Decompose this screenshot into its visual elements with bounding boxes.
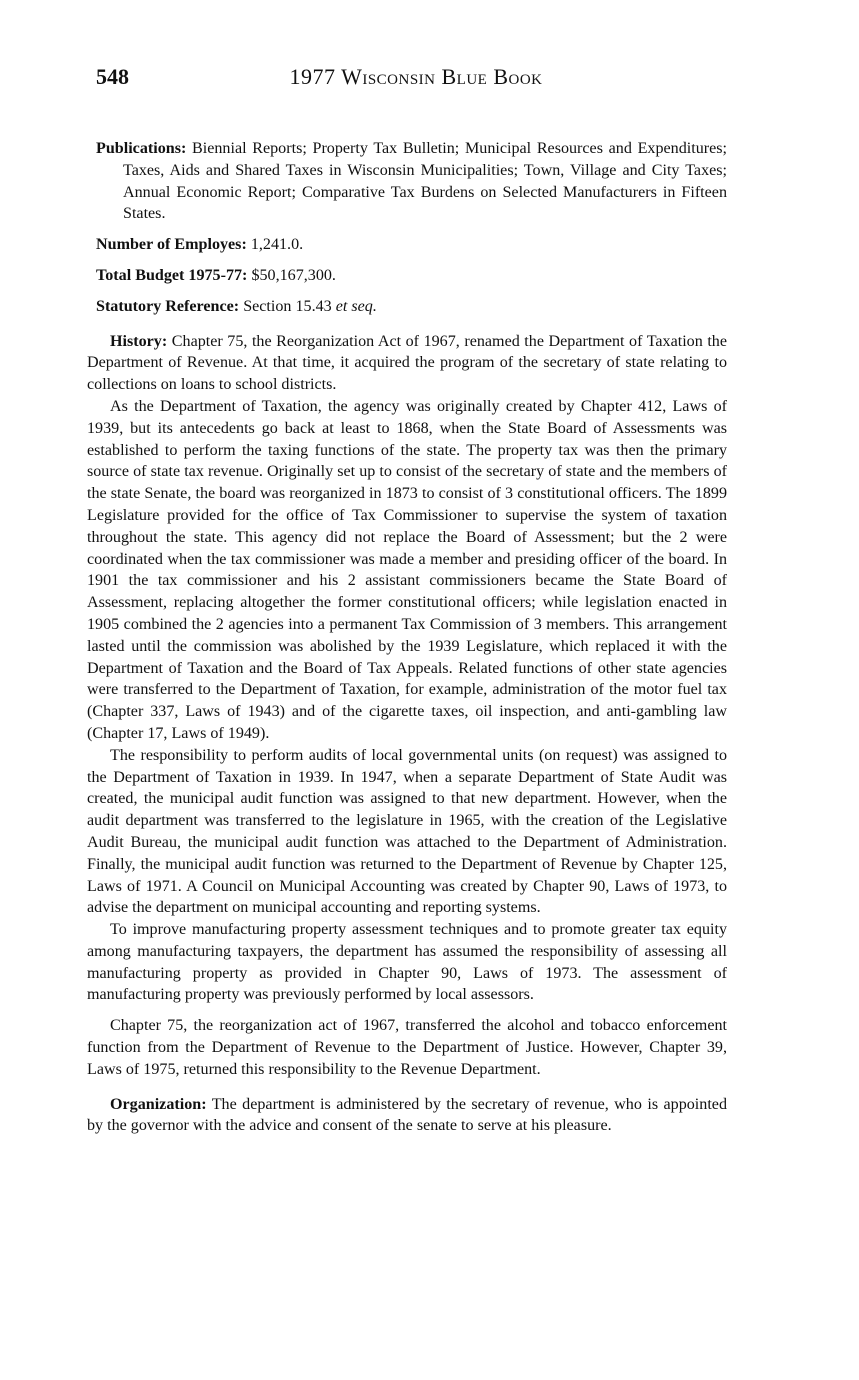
book-title: 1977 Wisconsin Blue Book [289, 64, 543, 89]
employees-entry [96, 234, 727, 256]
history-paragraph-1 [87, 331, 727, 396]
history-label: History: [110, 332, 168, 350]
page-header [96, 64, 736, 98]
page-number: 548 [96, 64, 129, 89]
publications-label: Publications: [96, 140, 187, 157]
organization-paragraph [87, 1094, 727, 1138]
organization-label: Organization: [110, 1095, 207, 1113]
history-paragraph-5: Chapter 75, the reorganization act of 1967, transferred the alcohol and tobacco enforcement function from the Department of Revenue to the Department of Justice. However, Chapter 39, Laws of 1975, returned this responsibility to the Revenue Department. [87, 1017, 727, 1078]
history-p1-text: Chapter 75, the Reorganization Act of 1967, renamed the Department of Taxation the Department of Revenue. At that time, it acquired the program of the secretary of state relating to collections on loans to school districts. [87, 332, 727, 394]
history-paragraph-2: As the Department of Taxation, the agency was originally created by Chapter 412, Laws of 1939, but its antecedents go back at least to 1868, when the State Board of Assessments was established to perform the taxing functions of the state. The property tax was then the primary source of state tax revenue. Originally set up to consist of the secretary of state and the members of the state Senate, the board was reorganized in 1873 to consist of 3 constitutional officers. The 1899 Legislature provided for the office of Tax Commissioner to supervise the system of taxation throughout the state. This agency did not replace the Board of Assessment; but the 2 were coordinated when the tax commissioner was made a member and presiding officer of the board. In 1901 the tax commissioner and his 2 assistant commissioners became the State Board of Assessment, replacing altogether the former constitutional officers; while legislation enacted in 1905 combined the 2 agencies into a permanent Tax Commission of 3 members. This arrangement lasted until the commission was abolished by the 1939 Legislature, which replaced it with the Department of Taxation and the Board of Tax Appeals. Related functions of other state agencies were transferred to the Department of Taxation, for example, administration of the motor fuel tax (Chapter 337, Laws of 1943) and of the cigarette taxes, oil inspection, and anti-gambling law (Chapter 17, Laws of 1949). [87, 397, 727, 742]
budget-entry [96, 265, 727, 287]
employees-label: Number of Employes: [96, 236, 247, 254]
history-paragraph-4: To improve manufacturing property assessment techniques and to promote greater tax equity among manufacturing taxpayers, the department has assumed the responsibility of assessing all manufacturing property as provided in Chapter 90, Laws of 1973. The assessment of manufacturing property was previously performed by local assessors. [87, 921, 727, 1004]
employees-value: 1,241.0. [250, 236, 304, 254]
budget-value: $50,167,300. [251, 266, 336, 284]
statutory-entry [96, 296, 727, 318]
publications-entry [96, 138, 727, 225]
statutory-suffix: et seq. [335, 297, 377, 315]
budget-label: Total Budget 1975-77: [96, 266, 248, 284]
publications-text: Biennial Reports; Property Tax Bulletin; Municipal Resources and Expenditures; Taxes, Aids and Shared Taxes in Wisconsin Municipalities; Town, Village and City Taxes; Annual Economic Report; Comparative Tax Burdens on Selected Manufacturers in Fifteen States. [123, 140, 727, 223]
statutory-label: Statutory Reference: [96, 297, 240, 315]
statutory-value: Section 15.43 [243, 297, 332, 315]
history-paragraph-3: The responsibility to perform audits of local governmental units (on request) was assigned to the Department of Taxation in 1939. In 1947, when a separate Department of State Audit was created, the municipal audit function was assigned to that new department. However, when the audit department was transferred to the legislature in 1965, with the creation of the Legislative Audit Bureau, the municipal audit function was attached to the Department of Administration. Finally, the municipal audit function was returned to the Department of Revenue by Chapter 125, Laws of 1971. A Council on Municipal Accounting was created by Chapter 90, Laws of 1973, to advise the department on municipal accounting and reporting systems. [87, 746, 727, 917]
organization-text: The department is administered by the secretary of revenue, who is appointed by the governor with the advice and consent of the senate to serve at his pleasure. [87, 1095, 727, 1135]
page-content [87, 138, 727, 1137]
